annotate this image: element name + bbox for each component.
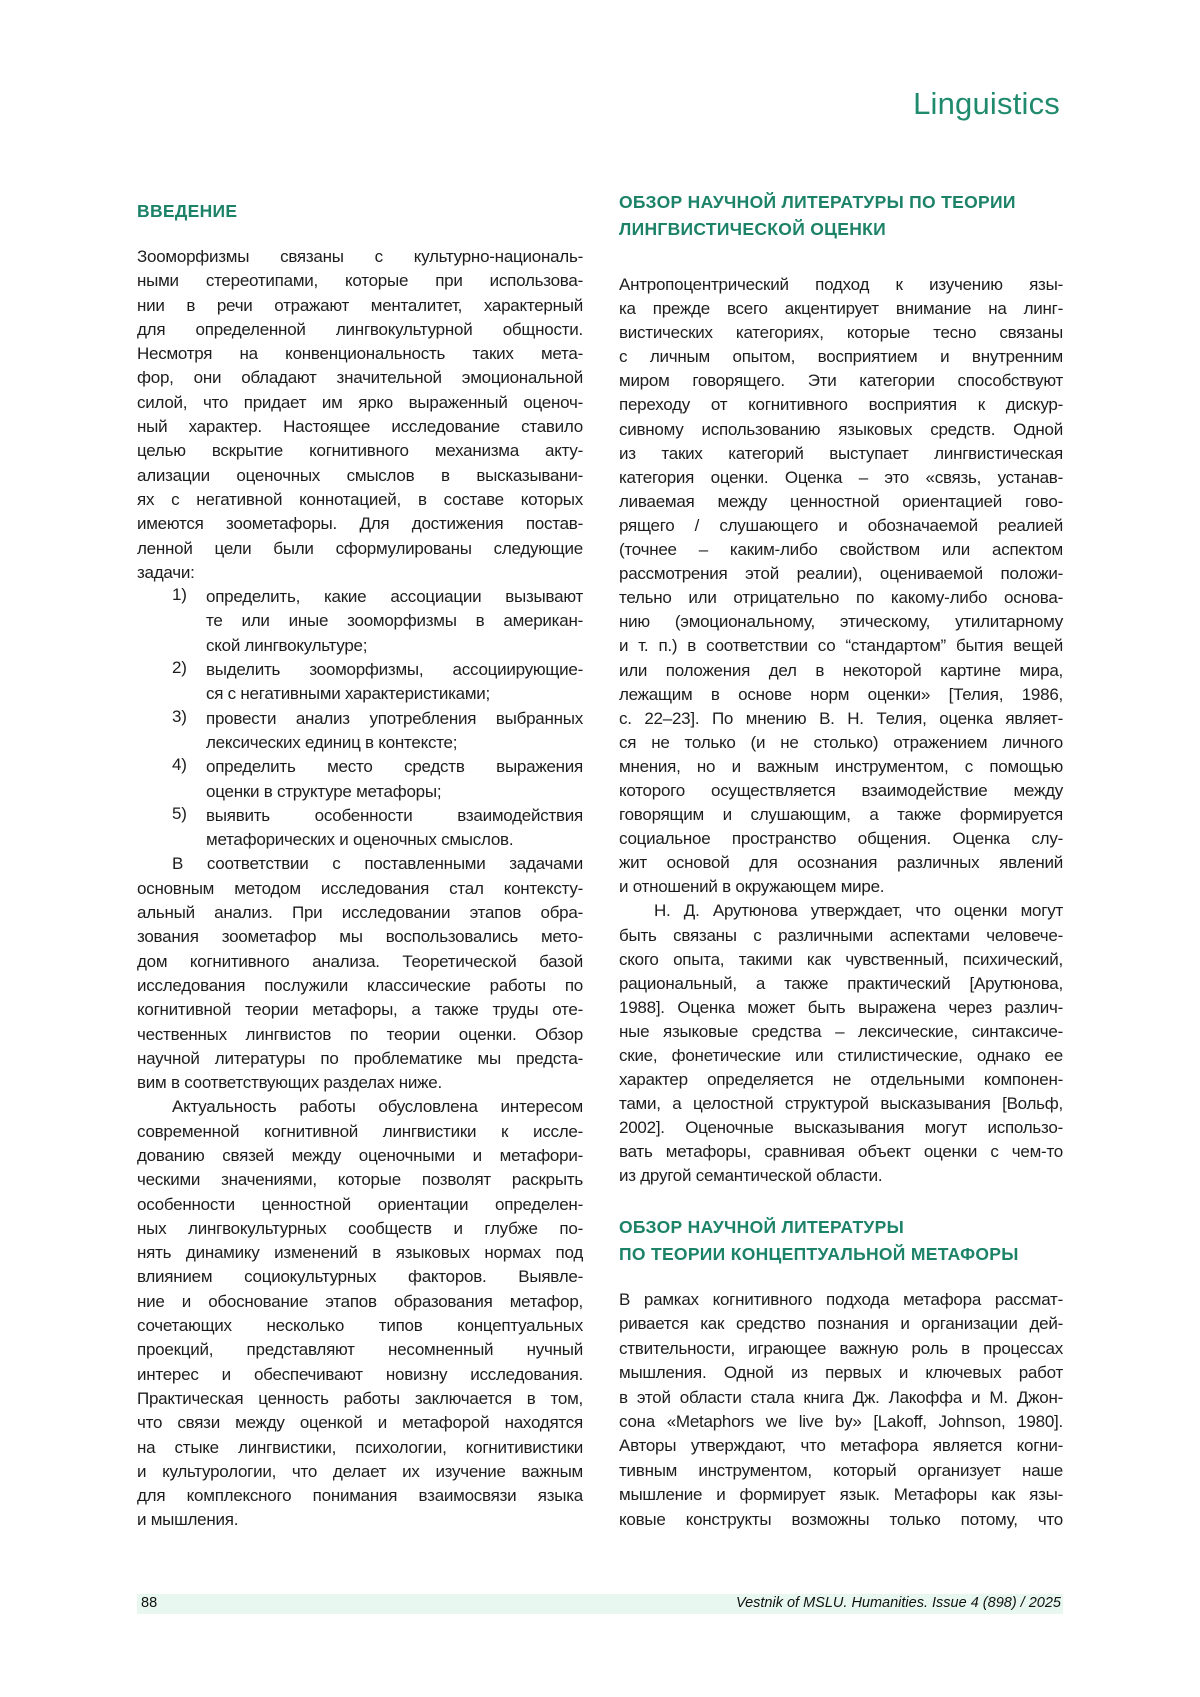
right-column-body bbox=[619, 273, 1063, 1189]
text-line: ных лингвокультурных сообществ и глубже по- bbox=[137, 1217, 583, 1241]
text-line: 2002]. Оценочные высказывания могут использо- bbox=[619, 1116, 1063, 1140]
text-line: Практическая ценность работы заключается в том, bbox=[137, 1387, 583, 1411]
text-line: вать метафоры, сравнивая объект оценки с чем-то bbox=[619, 1140, 1063, 1164]
text-line: ливаемая между ценностной ориентацией гово- bbox=[619, 490, 1063, 514]
text-line: лежащим в основе норм оценки» [Телия, 1986, bbox=[619, 683, 1063, 707]
text-line: рациональный, а также практический [Арутюнова, bbox=[619, 972, 1063, 996]
journal-citation: Vestnik of MSLU. Humanities. Issue 4 (898) / 2025 bbox=[736, 1595, 1061, 1611]
text-line: которого осуществляется взаимодействие между bbox=[619, 779, 1063, 803]
task-list-item bbox=[137, 707, 583, 756]
text-line: с. 22–23]. По мнению В. Н. Телия, оценка являет- bbox=[619, 707, 1063, 731]
text-line: и отношений в окружающем мире. bbox=[619, 875, 1063, 899]
text-line: определить место средств выражения bbox=[206, 755, 583, 779]
task-list-item bbox=[137, 585, 583, 658]
heading-line: ЛИНГВИСТИЧЕСКОЙ ОЦЕНКИ bbox=[619, 216, 1016, 243]
text-line: задачи: bbox=[137, 561, 583, 585]
text-line: ческими значениями, которые позволят раскрыть bbox=[137, 1168, 583, 1192]
text-line: те или иные зооморфизмы в американ- bbox=[206, 609, 583, 633]
text-line: и культурологии, что делает их изучение важным bbox=[137, 1460, 583, 1484]
heading-metaphor-review bbox=[619, 1214, 1019, 1268]
text-line: влиянием социокультурных факторов. Выявле- bbox=[137, 1265, 583, 1289]
text-line: ализации оценочных смыслов в высказывани- bbox=[137, 464, 583, 488]
text-line: на стыке лингвистики, психологии, когнитивистики bbox=[137, 1436, 583, 1460]
text-line: ские, фонетические или стилистические, однако ее bbox=[619, 1044, 1063, 1068]
text-line: ся не только (и не столько) отражением личного bbox=[619, 731, 1063, 755]
text-line: интерес и обеспечивают новизну исследования. bbox=[137, 1363, 583, 1387]
text-line: в этой области стала книга Дж. Лакоффа и М. Джон- bbox=[619, 1386, 1063, 1410]
text-line: рящего / слушающего и обозначаемой реалией bbox=[619, 514, 1063, 538]
text-line: сочетающих несколько типов концептуальных bbox=[137, 1314, 583, 1338]
text-line: и мышления. bbox=[137, 1508, 583, 1532]
text-line: нять динамику изменений в языковых нормах под bbox=[137, 1241, 583, 1265]
text-line: из таких категорий выступает лингвистическая bbox=[619, 442, 1063, 466]
text-line: проекций, представляют несомненный нучный bbox=[137, 1338, 583, 1362]
text-line: ствительности, играющее важную роль в процессах bbox=[619, 1337, 1063, 1361]
list-number: 2) bbox=[172, 658, 187, 678]
text-line: ка прежде всего акцентирует внимание на линг- bbox=[619, 297, 1063, 321]
heading-line: ОБЗОР НАУЧНОЙ ЛИТЕРАТУРЫ bbox=[619, 1214, 1019, 1241]
text-line: провести анализ употребления выбранных bbox=[206, 707, 583, 731]
text-line: ях с негативной коннотацией, в составе которых bbox=[137, 488, 583, 512]
text-line: оценки в структуре метафоры; bbox=[206, 780, 583, 804]
text-line: тами, а целостной структурой высказывания [Вольф, bbox=[619, 1092, 1063, 1116]
text-line: альный анализ. При исследовании этапов обра- bbox=[137, 901, 583, 925]
text-line: Антропоцентрический подход к изучению язы- bbox=[619, 273, 1063, 297]
text-line: исследования послужили классические работы по bbox=[137, 974, 583, 998]
text-line: ривается как средство познания и организации дей- bbox=[619, 1312, 1063, 1336]
text-line: ленной цели были сформулированы следующие bbox=[137, 537, 583, 561]
text-line: 1988]. Оценка может быть выражена через различ- bbox=[619, 996, 1063, 1020]
text-line: ный характер. Настоящее исследование ставило bbox=[137, 415, 583, 439]
text-line: силой, что придает им ярко выраженный оценоч- bbox=[137, 391, 583, 415]
text-line: ние и обоснование этапов образования метафор, bbox=[137, 1290, 583, 1314]
text-line: ского опыта, такими как чувственный, психический, bbox=[619, 948, 1063, 972]
paragraph bbox=[619, 273, 1063, 899]
list-number: 5) bbox=[172, 804, 187, 824]
text-line: социальное пространство общения. Оценка слу- bbox=[619, 827, 1063, 851]
text-line: сивному использованию языковых средств. Одной bbox=[619, 418, 1063, 442]
task-list-item bbox=[137, 755, 583, 804]
text-line: современной когнитивной лингвистики к иссле- bbox=[137, 1120, 583, 1144]
text-line: переходу от когнитивного восприятия к дискур- bbox=[619, 393, 1063, 417]
text-line: вистических категориях, которые тесно связаны bbox=[619, 321, 1063, 345]
paragraph bbox=[137, 852, 583, 1095]
text-line: (точнее – каким-либо свойством или аспектом bbox=[619, 538, 1063, 562]
section-label: Linguistics bbox=[913, 86, 1060, 122]
text-line: что связи между оценкой и метафорой находятся bbox=[137, 1411, 583, 1435]
text-line: говорящим и слушающим, а также формируется bbox=[619, 803, 1063, 827]
text-line: лексических единиц в контексте; bbox=[206, 731, 583, 755]
text-line: нии в речи отражают менталитет, характерный bbox=[137, 294, 583, 318]
text-line: ской лингвокультуре; bbox=[206, 634, 583, 658]
text-line: сона «Metaphors we live by» [Lakoff, Johnson, 1980]. bbox=[619, 1410, 1063, 1434]
text-line: дованию связей между оценочными и метафори- bbox=[137, 1144, 583, 1168]
paragraph bbox=[137, 245, 583, 585]
text-line: целью вскрытие когнитивного механизма акту- bbox=[137, 439, 583, 463]
list-number: 4) bbox=[172, 755, 187, 775]
text-line: когнитивной теории метафоры, а также труды оте- bbox=[137, 998, 583, 1022]
text-line: выделить зооморфизмы, ассоциирующие- bbox=[206, 658, 583, 682]
text-line: рассмотрения этой реалии), оцениваемой положи- bbox=[619, 562, 1063, 586]
paragraph bbox=[137, 1095, 583, 1532]
text-line: или положения дел в некоторой картине мира, bbox=[619, 659, 1063, 683]
heading-line: ПО ТЕОРИИ КОНЦЕПТУАЛЬНОЙ МЕТАФОРЫ bbox=[619, 1241, 1019, 1268]
list-number: 1) bbox=[172, 585, 187, 605]
text-line: выявить особенности взаимодействия bbox=[206, 804, 583, 828]
text-line: имеются зоометафоры. Для достижения постав- bbox=[137, 512, 583, 536]
text-line: Зооморфизмы связаны с культурно-националь- bbox=[137, 245, 583, 269]
text-line: дом когнитивного анализа. Теоретической базой bbox=[137, 950, 583, 974]
page-number: 88 bbox=[141, 1595, 157, 1611]
text-line: для комплексного понимания взаимосвязи языка bbox=[137, 1484, 583, 1508]
text-line: ными стереотипами, которые при использова- bbox=[137, 269, 583, 293]
text-line: тельно или отрицательно по какому-либо основа- bbox=[619, 586, 1063, 610]
text-line: тивным инструментом, который организует наше bbox=[619, 1459, 1063, 1483]
text-line: миром говорящего. Эти категории способствуют bbox=[619, 369, 1063, 393]
text-line: фор, они обладают значительной эмоциональной bbox=[137, 366, 583, 390]
right-column-body-metaphor bbox=[619, 1288, 1063, 1532]
text-line: вим в соответствующих разделах ниже. bbox=[137, 1071, 583, 1095]
text-line: Н. Д. Арутюнова утверждает, что оценки могут bbox=[619, 899, 1063, 923]
text-line: характер определяется не отдельными компонен- bbox=[619, 1068, 1063, 1092]
text-line: быть связаны с различными аспектами человече- bbox=[619, 924, 1063, 948]
text-line: жит основой для осознания различных явлений bbox=[619, 851, 1063, 875]
heading-introduction: ВВЕДЕНИЕ bbox=[137, 198, 237, 225]
text-line: Несмотря на конвенциональность таких мета- bbox=[137, 342, 583, 366]
text-line: нию (эмоциональному, этическому, утилитарному bbox=[619, 610, 1063, 634]
list-number: 3) bbox=[172, 707, 187, 727]
text-line: Авторы утверждают, что метафора является когни- bbox=[619, 1434, 1063, 1458]
task-list-item bbox=[137, 804, 583, 853]
text-line: с личным опытом, восприятием и внутренним bbox=[619, 345, 1063, 369]
text-line: ковые конструкты возможны только потому, что bbox=[619, 1508, 1063, 1532]
text-line: В соответствии с поставленными задачами bbox=[137, 852, 583, 876]
text-line: особенности ценностной ориентации определен- bbox=[137, 1193, 583, 1217]
text-line: определить, какие ассоциации вызывают bbox=[206, 585, 583, 609]
heading-evaluation-review bbox=[619, 189, 1016, 243]
task-list bbox=[137, 585, 583, 852]
text-line: мышление и формирует язык. Метафоры как язы- bbox=[619, 1483, 1063, 1507]
text-line: В рамках когнитивного подхода метафора рассмат- bbox=[619, 1288, 1063, 1312]
task-list-item bbox=[137, 658, 583, 707]
text-line: зования зоометафор мы воспользовались мето- bbox=[137, 925, 583, 949]
heading-line: ОБЗОР НАУЧНОЙ ЛИТЕРАТУРЫ ПО ТЕОРИИ bbox=[619, 189, 1016, 216]
text-line: чественных лингвистов по теории оценки. Обзор bbox=[137, 1023, 583, 1047]
text-line: мышления. Одной из первых и ключевых работ bbox=[619, 1361, 1063, 1385]
text-line: метафорических и оценочных смыслов. bbox=[206, 828, 583, 852]
text-line: из другой семантической области. bbox=[619, 1164, 1063, 1188]
paragraph bbox=[619, 1288, 1063, 1532]
text-line: категория оценки. Оценка – это «связь, устанав- bbox=[619, 466, 1063, 490]
text-line: Актуальность работы обусловлена интересом bbox=[137, 1095, 583, 1119]
text-line: мнения, но и важным инструментом, с помощью bbox=[619, 755, 1063, 779]
text-line: научной литературы по проблематике мы предста- bbox=[137, 1047, 583, 1071]
text-line: ся с негативными характеристиками; bbox=[206, 682, 583, 706]
left-column-body bbox=[137, 245, 583, 1533]
text-line: и т. п.) в соответствии со “стандартом” бытия вещей bbox=[619, 634, 1063, 658]
text-line: для определенной лингвокультурной общности. bbox=[137, 318, 583, 342]
page-footer bbox=[137, 1594, 1063, 1614]
text-line: основным методом исследования стал контексту- bbox=[137, 877, 583, 901]
paragraph bbox=[619, 899, 1063, 1188]
text-line: ные языковые средства – лексические, синтаксиче- bbox=[619, 1020, 1063, 1044]
